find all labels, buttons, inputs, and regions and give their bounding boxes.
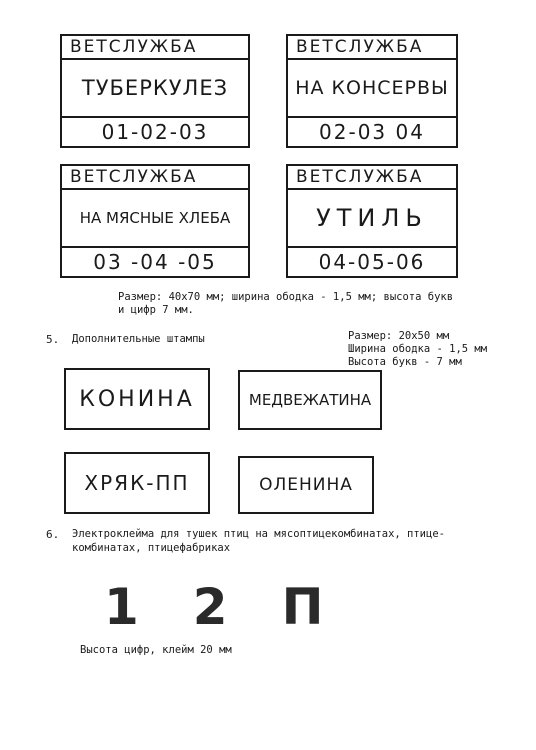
stamp-text: УТИЛЬ [288, 190, 456, 248]
section-6-title-line1: Электроклейма для тушек птиц на мясоптицекомбинатах, птице- [72, 528, 445, 540]
stamp-text: НА МЯСНЫЕ ХЛЕБА [62, 190, 248, 248]
section-5-info-line1: Размер: 20х50 мм [348, 330, 450, 342]
stamp-header: ВЕТСЛУЖБА [62, 166, 248, 190]
section-6-caption: Высота цифр, клейм 20 мм [80, 644, 232, 656]
stamp-header: ВЕТСЛУЖБА [288, 36, 456, 60]
stamp-olenina: ОЛЕНИНА [238, 456, 374, 514]
section-5-info-line2: Ширина ободка - 1,5 мм [348, 343, 488, 355]
stamp-konina: КОНИНА [64, 368, 210, 430]
stamp-hryak-pp: ХРЯК-ПП [64, 452, 210, 514]
brand-digit-1: 1 [104, 578, 139, 636]
stamp-util [286, 164, 458, 278]
section-6-title-line2: комбинатах, птицефабриках [72, 542, 231, 554]
stamp-text: ТУБЕРКУЛЕЗ [62, 60, 248, 118]
stamp-code: 04-05-06 [318, 250, 426, 274]
stamp-tuberkulez [60, 34, 250, 148]
stamp-header: ВЕТСЛУЖБА [62, 36, 248, 60]
brand-digits [104, 578, 323, 636]
stamp-text: НА КОНСЕРВЫ [288, 60, 456, 118]
size-note-line1: Размер: 40х70 мм; ширина ободка - 1,5 мм; высота букв [118, 291, 454, 303]
stamp-na-myasnye-hleba [60, 164, 250, 278]
brand-digit-2: 2 [192, 578, 228, 636]
stamp-header: ВЕТСЛУЖБА [288, 166, 456, 190]
section-5-title: Дополнительные штампы [72, 333, 205, 345]
stamp-code: 02-03 04 [319, 120, 425, 144]
stamp-code: 01-02-03 [101, 120, 209, 144]
size-note-line2: и цифр 7 мм. [118, 304, 194, 316]
section-5-number: 5. [46, 333, 60, 346]
stamp-medvezhatina: МЕДВЕЖАТИНА [238, 370, 382, 430]
stamp-na-konservy [286, 34, 458, 148]
section-6-number: 6. [46, 528, 60, 541]
brand-digit-p: П [281, 578, 324, 636]
stamp-code: 03 -04 -05 [93, 250, 217, 274]
section-5-info-line3: Высота букв - 7 мм [348, 356, 462, 368]
